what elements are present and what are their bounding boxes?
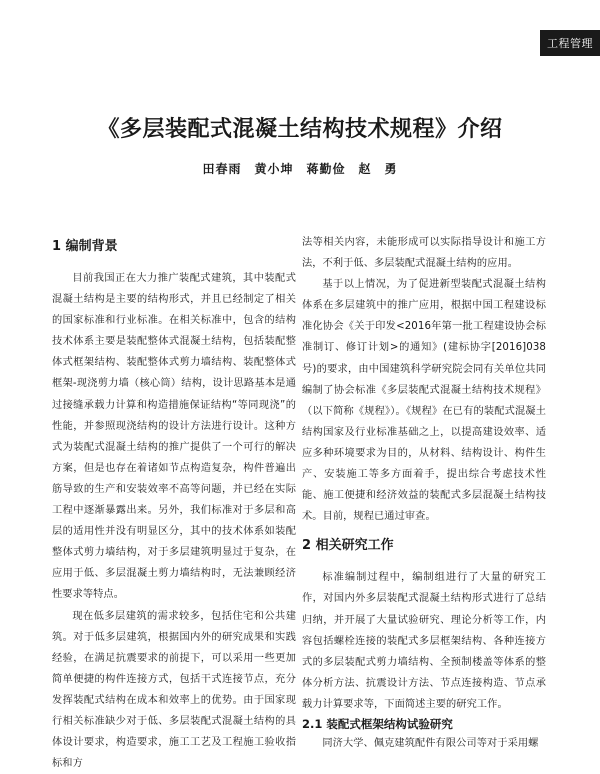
body-paragraph: 现在低多层建筑的需求较多，包括住宅和公共建筑。对于低多层建筑，根据国内外的研究成果和实践经验，在满足抗震要求的前提下，可以采用一些更加简单便捷的构件连接方式，包括干式连接节点，充分发挥装配式结构在成本和效率上的优势。由于国家现行相关标准缺少对于低、多层装配式混凝土结构的具体设计要求，构造要求，施工工艺及工程施工验收指标和方 <box>52 606 296 774</box>
body-paragraph: 基于以上情况，为了促进新型装配式混凝土结构体系在多层建筑中的推广应用，根据中国工程建设标准化协会《关于印发<2016年第一批工程建设协会标准制订、修订计划>的通知》(建标协字[2016]038号)的要求，由中国建筑科学研究院会同有关单位共同编制了协会标准《多层装配式混凝土结构技术规程》（以下简称《规程》）。《规程》在已有的装配式混凝土结构国家及行业标准基础之上，以提高建设效率、适应多种环境要求为目的，从材料、结构设计、构件生产、安装施工等多方面着手，提出综合考虑技术性能、施工便捷和经济效益的装配式多层混凝土结构技术。目前，规程已通过审查。 <box>302 274 546 527</box>
right-column <box>302 232 546 754</box>
section-tag: 工程管理 <box>540 30 600 56</box>
section-heading-research: 2 相关研究工作 <box>302 537 546 555</box>
section-heading-background: 1 编制背景 <box>52 238 296 256</box>
body-paragraph: 同济大学、佩克建筑配件有限公司等对于采用螺 <box>302 733 546 754</box>
article-authors: 田春雨 黄小坤 蒋勤俭 赵 勇 <box>0 160 600 177</box>
subsection-heading-frame-tests: 2.1 装配式框架结构试验研究 <box>302 715 546 733</box>
article-title: 《多层装配式混凝土结构技术规程》介绍 <box>0 112 600 143</box>
body-paragraph: 目前我国正在大力推广装配式建筑，其中装配式混凝土结构是主要的结构形式，并且已经制定了相关的国家标准和行业标准。在相关标准中，包含的结构技术体系主要是装配整体式混凝土结构，包括装配整体式框架结构、装配整体式剪力墙结构、装配整体式框架-现浇剪力墙（核心筒）结构，设计思路基本是通过接缝承载力计算和构造措施保证结构“等同现浇”的性能，并参照现浇结构的设计方法进行设计。这种方式为装配式混凝土结构的推广提供了一个可行的解决方案，但是也存在着诸如节点构造复杂，构件普遍出筋导致的生产和安装效率不高等问题，并已经在实际工程中逐渐暴露出来。另外，我们标准对于多层和高层的适用性并没有明显区分，其中的技术体系如装配整体式剪力墙结构，对于多层建筑明显过于复杂，在应用于低、多层混凝土剪力墙结构时，无法兼顾经济性要求等特点。 <box>52 268 296 606</box>
body-paragraph: 法等相关内容，未能形成可以实际指导设计和施工方法，不利于低、多层装配式混凝土结构的应用。 <box>302 232 546 274</box>
left-column <box>52 238 296 774</box>
body-paragraph: 标准编制过程中，编制组进行了大量的研究工作，对国内外多层装配式混凝土结构形式进行了总结归纳，并开展了大量试验研究、理论分析等工作，内容包括螺栓连接的装配式多层框架结构、各种连接方式的多层装配式剪力墙结构、全预制楼盖等体系的整体分析方法、抗震设计方法、节点连接构造、节点承载力计算要求等，下面简述主要的研究工作。 <box>302 567 546 715</box>
